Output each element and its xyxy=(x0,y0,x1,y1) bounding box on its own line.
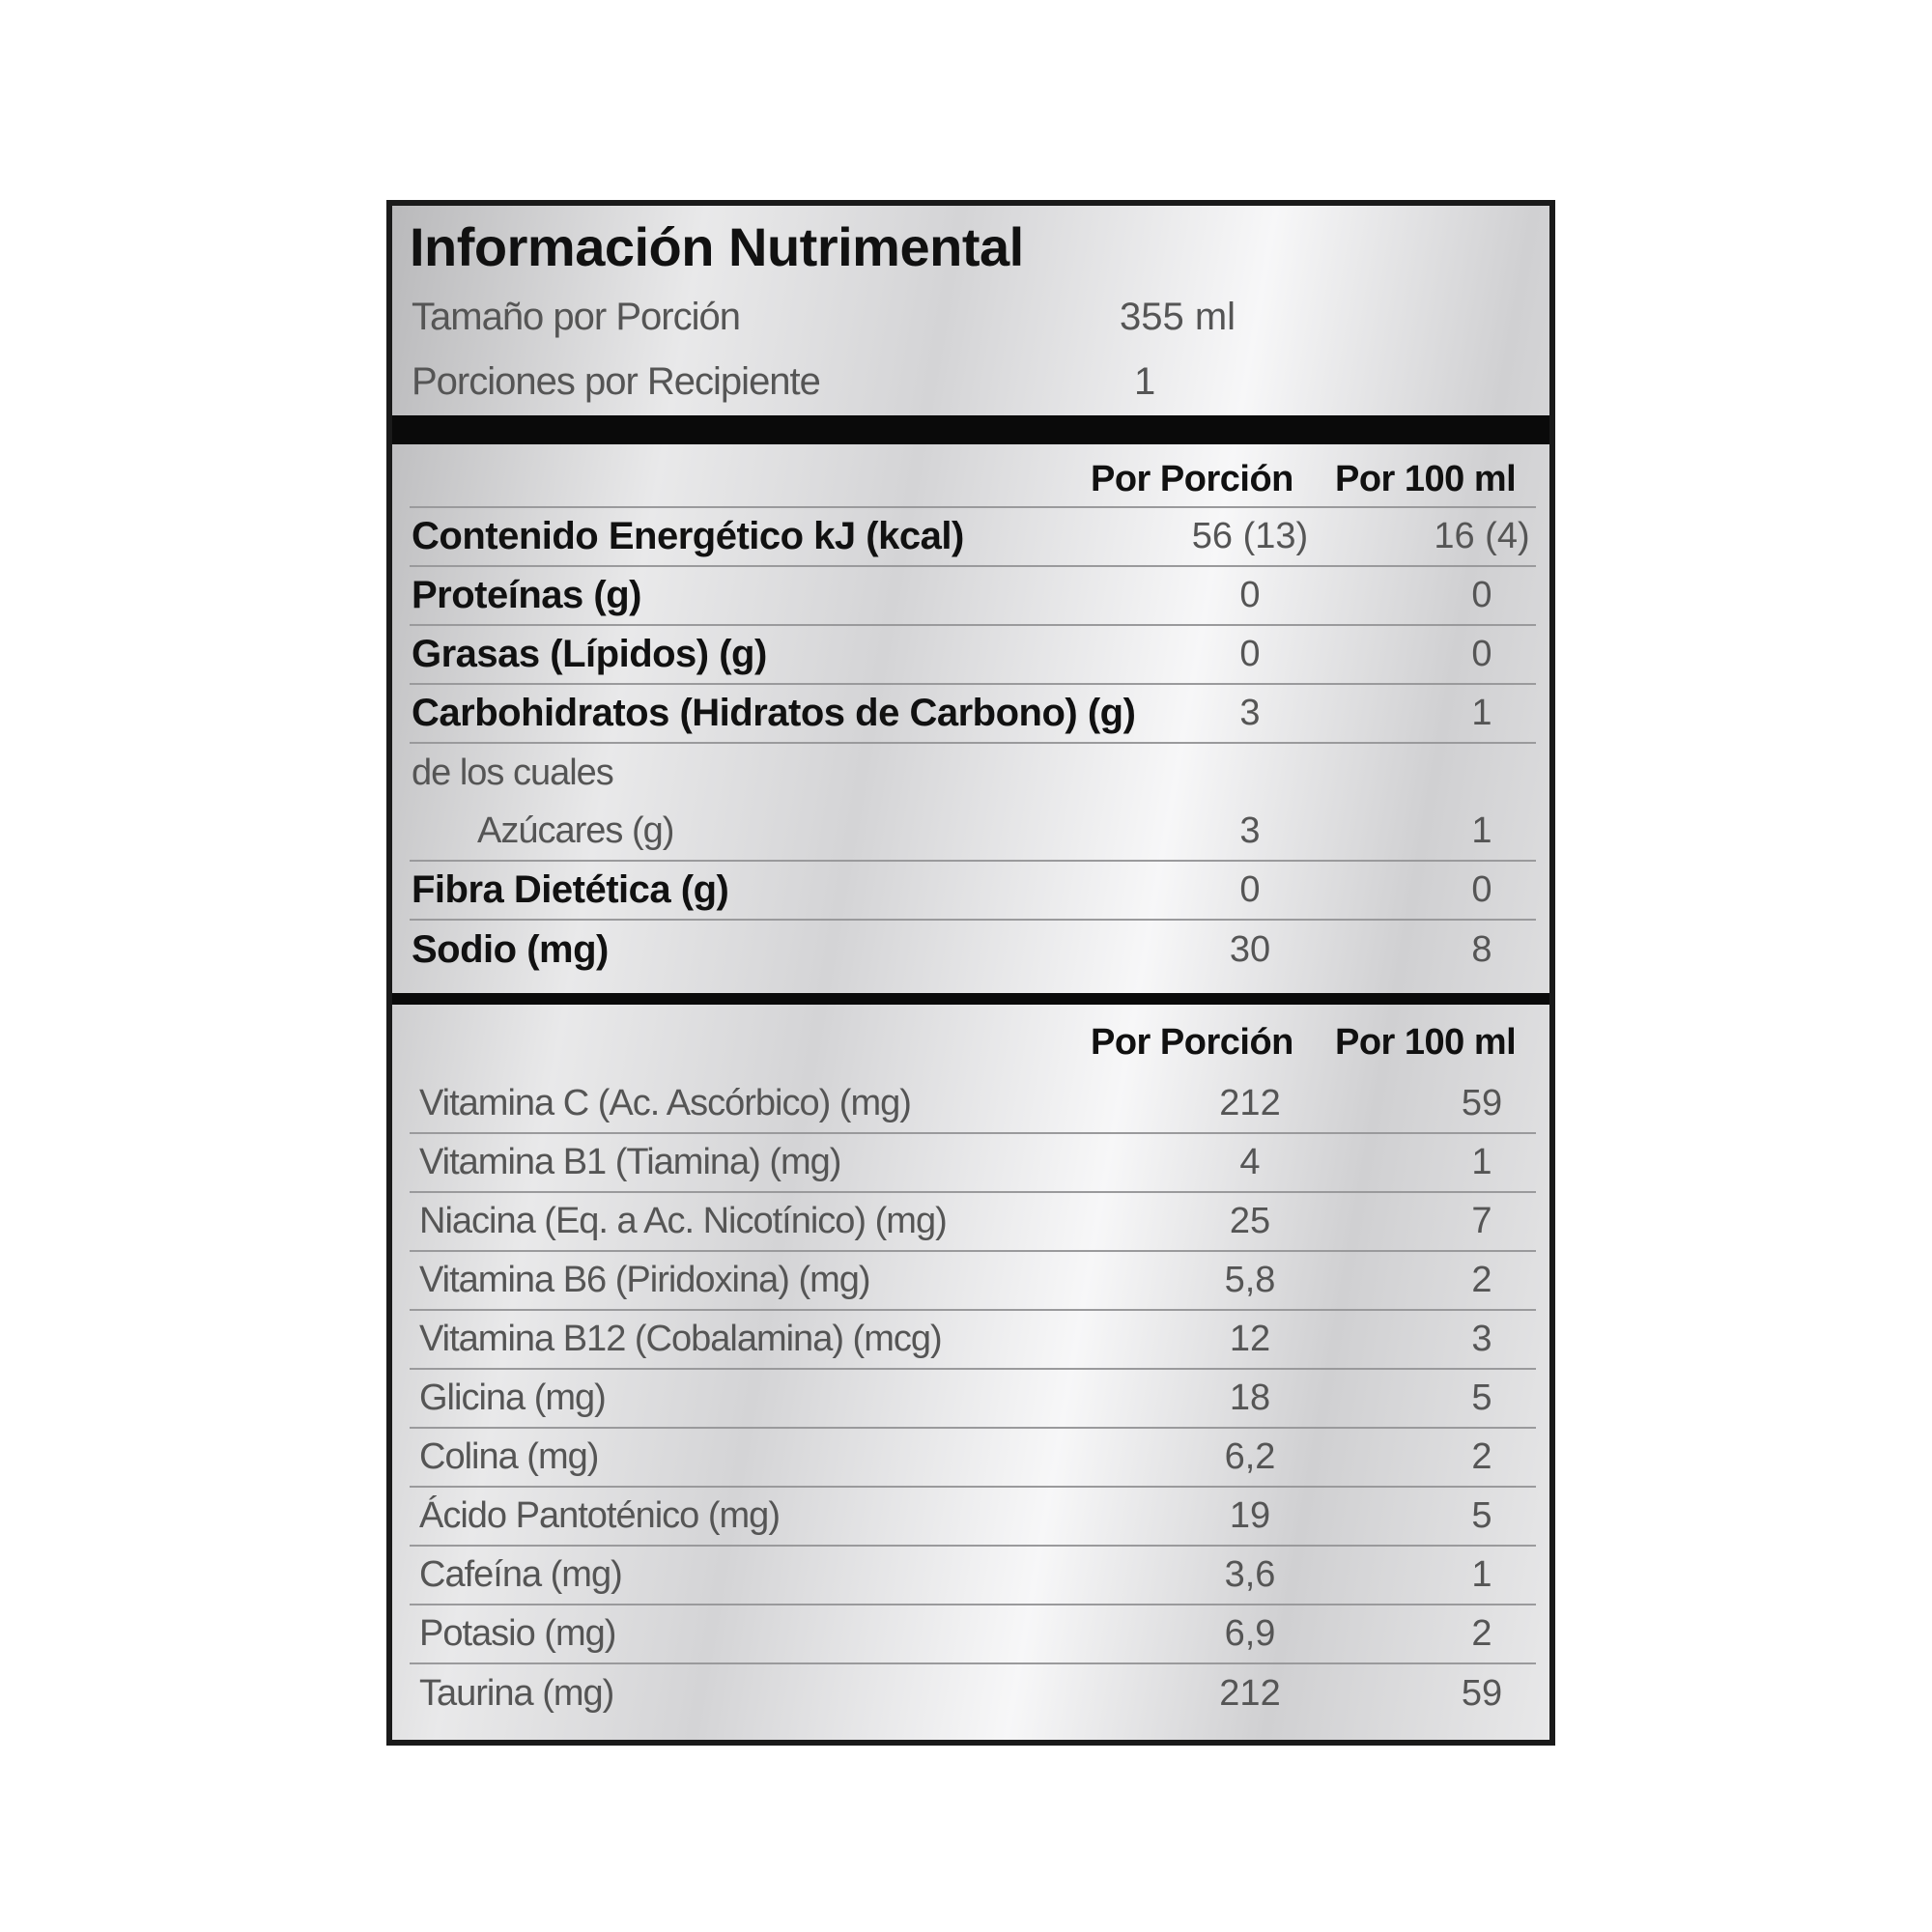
per-100ml-value: 2 xyxy=(1471,1436,1492,1477)
per-serving-value: 30 xyxy=(1229,929,1271,970)
table-row xyxy=(410,1193,1536,1252)
per-100ml-value: 2 xyxy=(1471,1613,1492,1654)
nutrition-facts-panel xyxy=(386,200,1555,1746)
per-100ml-value: 59 xyxy=(1461,1673,1503,1714)
nutrient-label: Grasas (Lípidos) (g) xyxy=(412,633,767,675)
table-row xyxy=(410,1311,1536,1370)
per-100ml-value: 5 xyxy=(1471,1495,1492,1536)
nutrient-label: Sodio (mg) xyxy=(412,928,609,971)
per-serving-value: 56 (13) xyxy=(1191,516,1309,556)
per-100ml-value: 1 xyxy=(1471,810,1492,851)
per-100ml-value: 1 xyxy=(1471,1554,1492,1595)
table-row xyxy=(410,803,1536,862)
table-row xyxy=(410,1370,1536,1429)
thick-divider xyxy=(392,415,1549,444)
per-serving-value: 12 xyxy=(1229,1319,1271,1359)
per-100ml-value: 16 (4) xyxy=(1434,516,1530,556)
nutrition-title: Información Nutrimental xyxy=(410,216,1024,277)
serving-size-row xyxy=(410,288,1536,347)
table-row xyxy=(410,1134,1536,1193)
subnote-row xyxy=(410,744,1536,803)
table-row xyxy=(410,921,1536,980)
per-100ml-value: 8 xyxy=(1471,929,1492,970)
header-per-100ml: Por 100 ml xyxy=(1335,1021,1517,1063)
table-row xyxy=(410,685,1536,744)
header-per-100ml: Por 100 ml xyxy=(1335,458,1517,499)
per-serving-value: 6,9 xyxy=(1224,1613,1276,1654)
nutrient-label: Ácido Pantoténico (mg) xyxy=(419,1495,780,1536)
table-row xyxy=(410,1605,1536,1664)
nutrient-label: Contenido Energético kJ (kcal) xyxy=(412,515,964,557)
per-serving-value: 6,2 xyxy=(1224,1436,1276,1477)
table-row xyxy=(410,1488,1536,1547)
table-row xyxy=(410,1252,1536,1311)
servings-per-container-value: 1 xyxy=(1134,360,1156,403)
per-serving-value: 0 xyxy=(1239,575,1261,615)
nutrient-label: Colina (mg) xyxy=(419,1436,599,1477)
per-serving-value: 19 xyxy=(1229,1495,1271,1536)
per-100ml-value: 59 xyxy=(1461,1083,1503,1123)
table-row xyxy=(410,1075,1536,1134)
table-row xyxy=(410,862,1536,921)
per-serving-value: 25 xyxy=(1229,1201,1271,1241)
per-serving-value: 0 xyxy=(1239,869,1261,910)
section2-header xyxy=(410,1013,1536,1071)
section-divider xyxy=(392,993,1549,1005)
table-row xyxy=(410,1664,1536,1723)
nutrient-label: Potasio (mg) xyxy=(419,1613,616,1654)
serving-size-value: 355 ml xyxy=(1120,296,1236,338)
per-100ml-value: 5 xyxy=(1471,1378,1492,1418)
per-100ml-value: 2 xyxy=(1471,1260,1492,1300)
per-serving-value: 18 xyxy=(1229,1378,1271,1418)
table-row xyxy=(410,508,1536,567)
per-serving-value: 0 xyxy=(1239,634,1261,674)
per-100ml-value: 0 xyxy=(1471,869,1492,910)
servings-per-container-label: Porciones por Recipiente xyxy=(412,360,820,403)
nutrient-label: Vitamina B1 (Tiamina) (mg) xyxy=(419,1142,841,1182)
per-100ml-value: 7 xyxy=(1471,1201,1492,1241)
nutrient-label: Proteínas (g) xyxy=(412,574,641,616)
nutrient-label: Taurina (mg) xyxy=(419,1673,614,1714)
per-serving-value: 212 xyxy=(1219,1673,1281,1714)
subnote-label: de los cuales xyxy=(412,753,613,793)
nutrient-label: Glicina (mg) xyxy=(419,1378,606,1418)
per-serving-value: 212 xyxy=(1219,1083,1281,1123)
nutrient-label: Niacina (Eq. a Ac. Nicotínico) (mg) xyxy=(419,1201,947,1241)
table-row xyxy=(410,567,1536,626)
per-100ml-value: 3 xyxy=(1471,1319,1492,1359)
nutrient-label: Vitamina C (Ac. Ascórbico) (mg) xyxy=(419,1083,911,1123)
section1-header xyxy=(410,452,1536,508)
per-serving-value: 3 xyxy=(1239,810,1261,851)
nutrient-label: Azúcares (g) xyxy=(477,810,674,851)
table-row xyxy=(410,626,1536,685)
header-per-serving: Por Porción xyxy=(1091,1021,1293,1063)
table-row xyxy=(410,1429,1536,1488)
per-100ml-value: 1 xyxy=(1471,693,1492,733)
serving-size-label: Tamaño por Porción xyxy=(412,296,740,338)
table-row xyxy=(410,1547,1536,1605)
nutrient-label: Fibra Dietética (g) xyxy=(412,868,729,911)
per-100ml-value: 0 xyxy=(1471,575,1492,615)
servings-per-container-row xyxy=(410,353,1536,412)
per-100ml-value: 0 xyxy=(1471,634,1492,674)
nutrient-label: Carbohidratos (Hidratos de Carbono) (g) xyxy=(412,692,1136,734)
header-per-serving: Por Porción xyxy=(1091,458,1293,499)
per-serving-value: 3 xyxy=(1239,693,1261,733)
nutrient-label: Vitamina B6 (Piridoxina) (mg) xyxy=(419,1260,870,1300)
per-serving-value: 3,6 xyxy=(1224,1554,1276,1595)
per-serving-value: 5,8 xyxy=(1224,1260,1276,1300)
nutrient-label: Cafeína (mg) xyxy=(419,1554,622,1595)
per-100ml-value: 1 xyxy=(1471,1142,1492,1182)
per-serving-value: 4 xyxy=(1239,1142,1261,1182)
nutrient-label: Vitamina B12 (Cobalamina) (mcg) xyxy=(419,1319,942,1359)
